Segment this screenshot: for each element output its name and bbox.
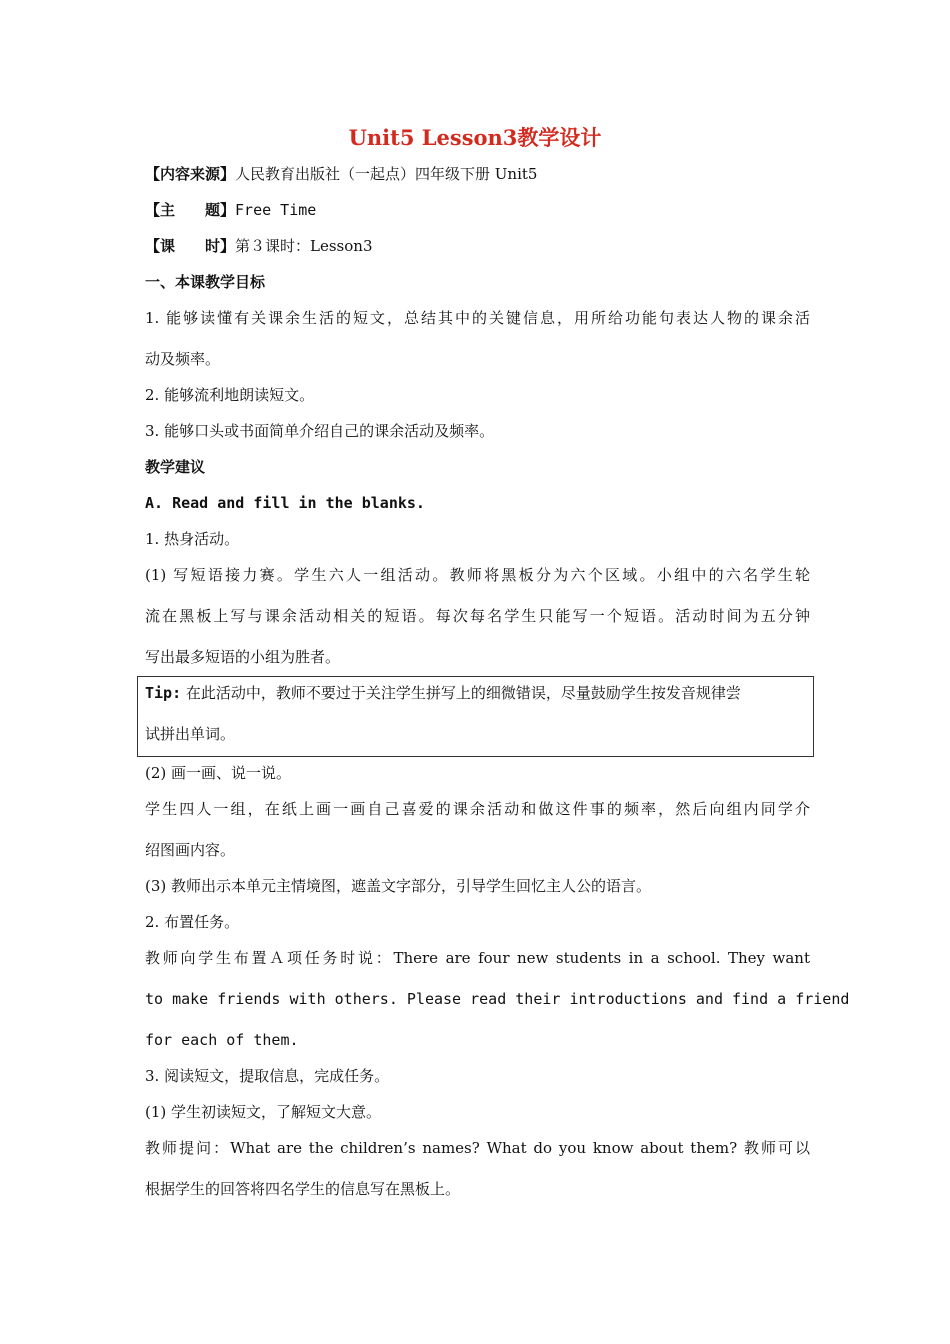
meta-period: [145, 235, 810, 257]
goal-3: 3. 能够口头或书面简单介绍自己的课余活动及频率。: [145, 422, 495, 440]
goal-1-line-1: 1. 能够读懂有关课余生活的短文，总结其中的关键信息，用所给功能句表达人物的课余活: [145, 309, 810, 327]
tip-text-1: 在此活动中，教师不要过于关注学生拼写上的细微错误，尽量鼓励学生按发音规律尝: [181, 684, 741, 702]
goal-2: 2. 能够流利地朗读短文。: [145, 386, 315, 404]
step-3: 3. 阅读短文，提取信息，完成任务。: [145, 1067, 390, 1085]
step-3-item-1: (1) 学生初读短文，了解短文大意。: [145, 1103, 382, 1121]
task-line-1: 教师向学生布置Ａ项任务时说：There are four new students in a school. They want: [145, 949, 810, 967]
activity-3: (3) 教师出示本单元主情境图，遮盖文字部分，引导学生回忆主人公的语言。: [145, 877, 652, 895]
section-heading-suggestions: 教学建议: [145, 458, 206, 476]
question-line-2: 根据学生的回答将四名学生的信息写在黑板上。: [145, 1180, 461, 1198]
meta-source: [145, 163, 810, 185]
activity-2-line-2: 绍图画内容。: [145, 841, 236, 859]
activity-2: (2) 画一画、说一说。: [145, 764, 292, 782]
step-1: 1. 热身活动。: [145, 530, 240, 548]
document-title: Unit5 Lesson3教学设计: [348, 125, 602, 150]
part-a-heading: A. Read and fill in the blanks.: [145, 494, 425, 512]
activity-1-line-2: 流在黑板上写与课余活动相关的短语。每次每名学生只能写一个短语。活动时间为五分钟: [145, 607, 810, 625]
task-line-2: to make friends with others. Please read their introductions and find a friend: [145, 990, 850, 1008]
activity-1-line-3: 写出最多短语的小组为胜者。: [145, 648, 341, 666]
activity-1-line-1: (1) 写短语接力赛。学生六人一组活动。教师将黑板分为六个区域。小组中的六名学生轮: [145, 566, 810, 584]
period-value: 第３课时：Lesson3: [235, 237, 373, 255]
meta-topic: [145, 199, 810, 221]
topic-label: 【主 题】: [145, 201, 236, 219]
topic-value: Free Time: [235, 201, 317, 219]
period-label: 【课 时】: [145, 237, 236, 255]
task-line-3: for each of them.: [145, 1031, 299, 1049]
source-value: 人民教育出版社（一起点）四年级下册 Unit5: [235, 165, 538, 183]
section-heading-goals: 一、本课教学目标: [145, 273, 266, 291]
tip-line-2: 试拼出单词。: [145, 725, 236, 743]
activity-2-line-1: 学生四人一组，在纸上画一画自己喜爱的课余活动和做这件事的频率，然后向组内同学介: [145, 800, 810, 818]
step-2: 2. 布置任务。: [145, 913, 240, 931]
tip-line-1: [145, 682, 810, 704]
question-line-1: 教师提问：What are the children’s names? What do you know about them? 教师可以: [145, 1139, 810, 1157]
goal-1-line-2: 动及频率。: [145, 350, 221, 368]
source-label: 【内容来源】: [145, 165, 236, 183]
tip-label: Tip:: [145, 684, 182, 702]
